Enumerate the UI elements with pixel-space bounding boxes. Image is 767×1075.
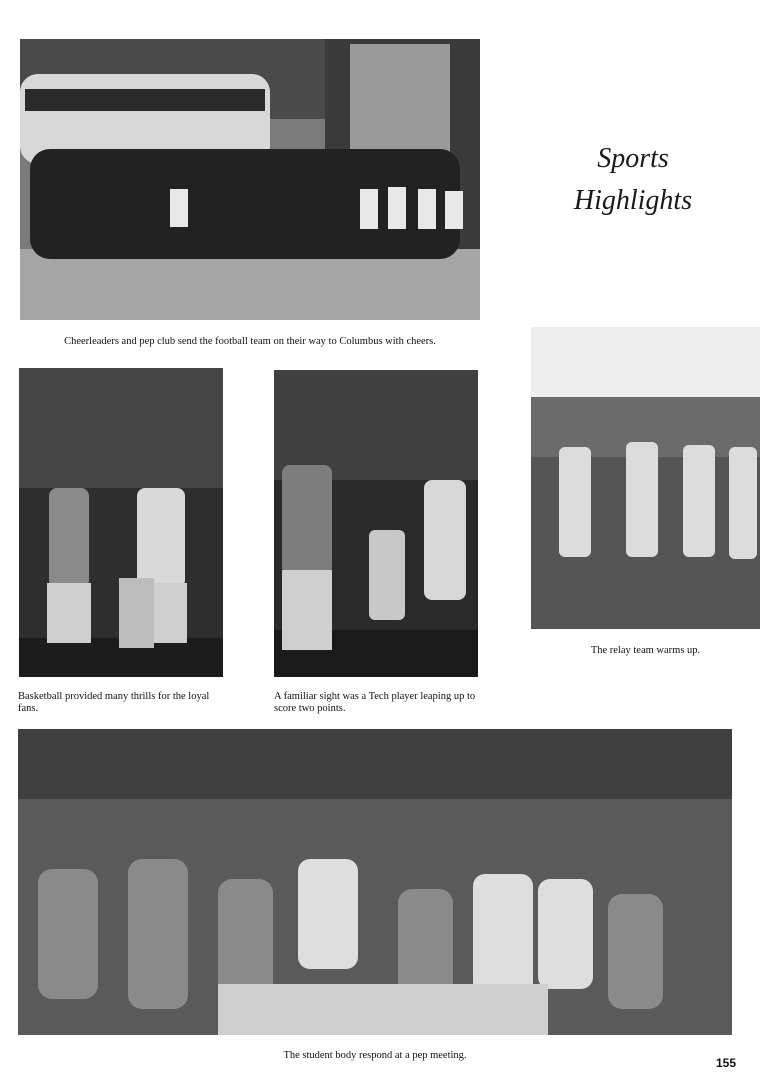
page-number: 155: [716, 1056, 737, 1070]
photo-pep-meeting: [18, 729, 732, 1035]
photo-tech-player-leaping: [274, 370, 478, 677]
caption-tech-player-leaping: A familiar sight was a Tech player leaping up to score two points.: [274, 691, 476, 714]
photo-relay-team: [531, 327, 760, 629]
photo-team-send-off: [20, 39, 480, 320]
photo-basketball-shot: [19, 368, 223, 677]
caption-basketball-shot: Basketball provided many thrills for the loyal fans.: [18, 691, 210, 714]
caption-relay-team: The relay team warms up.: [590, 645, 701, 656]
caption-pep-meeting: The student body respond at a pep meeting.: [283, 1050, 467, 1061]
caption-team-send-off: Cheerleaders and pep club send the football team on their way to Columbus with cheers.: [64, 336, 436, 347]
page-title-line-2: Highlights: [573, 185, 693, 216]
page-title-line-1: Sports: [597, 143, 669, 174]
